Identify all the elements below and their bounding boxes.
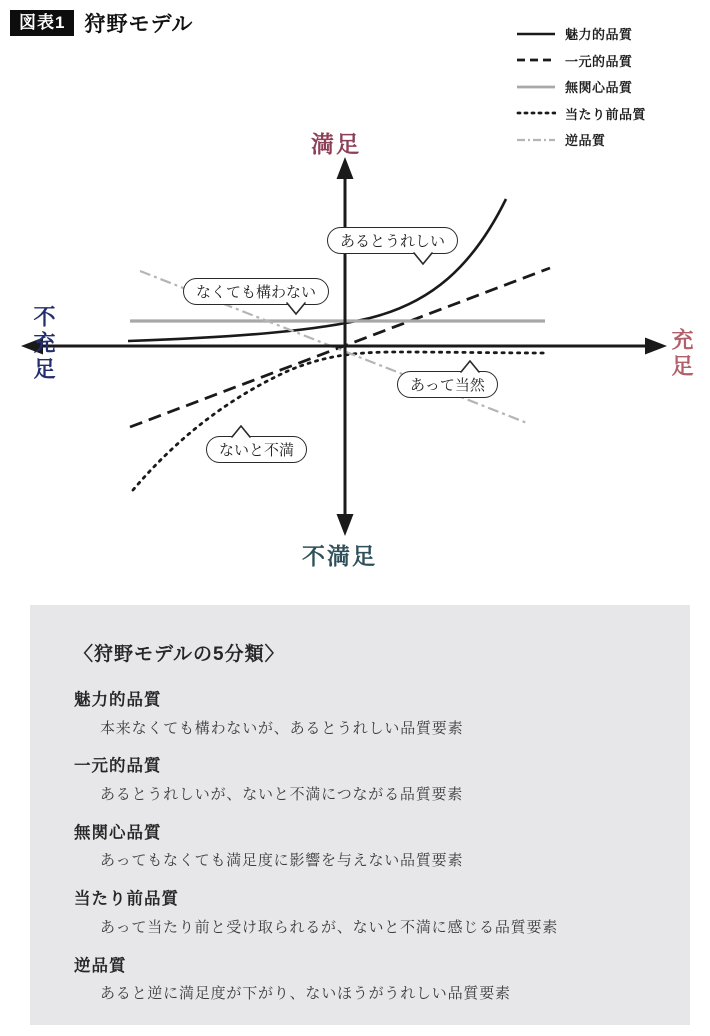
classification-description: あってもなくても満足度に影響を与えない品質要素 xyxy=(100,852,464,870)
classification-term: 逆品質 xyxy=(74,956,127,975)
classification-item-one-dimensional xyxy=(74,756,670,804)
figure-title: 狩野モデル xyxy=(84,13,194,36)
classification-description: あると逆に満足度が下がり、ないほうがうれしい品質要素 xyxy=(100,985,511,1003)
x-axis-arrow-right xyxy=(645,338,667,355)
classification-term: 魅力的品質 xyxy=(74,691,162,709)
legend-label: 逆品質 xyxy=(565,133,606,148)
classification-term: 無関心品質 xyxy=(74,823,162,842)
axis-label-satisfaction: 満足 xyxy=(311,131,361,157)
y-axis-arrow-down xyxy=(337,514,354,536)
classification-item-attractive xyxy=(74,690,670,738)
legend-label: 一元的品質 xyxy=(565,53,633,69)
classification-item-must-be xyxy=(74,889,670,937)
classification-box xyxy=(30,605,690,1025)
bubble-pointer-up-icon xyxy=(231,425,251,438)
bubble-dissatisfied-if-absent: ないと不満 xyxy=(206,436,307,463)
y-axis-arrow-up xyxy=(337,157,354,179)
legend-label: 魅力的品質 xyxy=(565,27,633,42)
classification-description: あって当たり前と受け取られるが、ないと不満に感じる品質要素 xyxy=(100,918,559,936)
axis-label-unfulfilled: 不充足 xyxy=(31,305,56,383)
figure-number-badge: 図表1 xyxy=(10,10,74,36)
classification-heading: 〈狩野モデルの5分類〉 xyxy=(74,644,285,665)
bubble-taken-for-granted: あって当然 xyxy=(397,371,498,398)
bubble-pointer-up-icon xyxy=(460,360,480,373)
bubble-fine-without: なくても構わない xyxy=(183,278,329,305)
classification-description: あるとうれしいが、ないと不満につながる品質要素 xyxy=(100,786,464,803)
classification-description: 本来なくても構わないが、あるとうれしい品質要素 xyxy=(100,719,464,737)
axis-label-fulfilled: 充足 xyxy=(669,328,694,380)
legend-label: 無関心品質 xyxy=(565,80,633,95)
classification-item-indifferent xyxy=(74,823,670,871)
legend-label: 当たり前品質 xyxy=(565,106,647,122)
bubble-pointer-down-icon xyxy=(413,252,433,265)
bubble-pointer-down-icon xyxy=(286,302,306,315)
classification-term: 一元的品質 xyxy=(74,757,162,776)
axis-label-dissatisfaction: 不満足 xyxy=(302,543,377,569)
bubble-delighted-if-present: あるとうれしい xyxy=(327,227,458,254)
classification-item-reverse xyxy=(74,956,670,1004)
classification-term: 当たり前品質 xyxy=(74,890,179,909)
